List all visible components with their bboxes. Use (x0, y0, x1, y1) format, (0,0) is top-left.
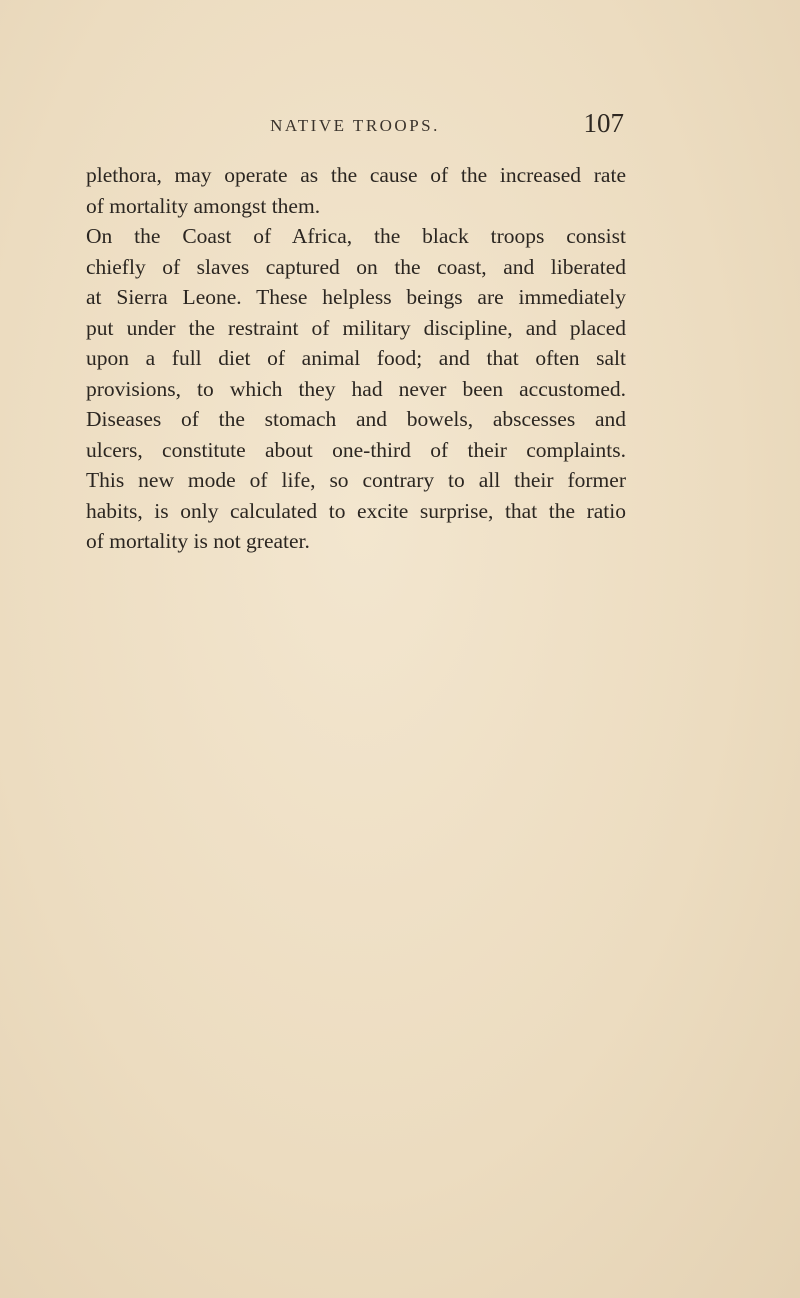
text-line-8: provisions, to which they had never been accustomed. (86, 376, 626, 401)
text-line-2: of mortality amongst them. (86, 193, 321, 218)
text-line-13: of mortality is not greater. (86, 529, 310, 553)
text-line-3: On the Coast of Africa, the black troops consist (86, 224, 626, 248)
text-line-5: at Sierra Leone. These helpless beings are immediately (86, 285, 626, 309)
body-text (86, 160, 626, 557)
page-number: 107 (583, 108, 624, 138)
text-line-11: This new mode of life, so contrary to all their former (86, 468, 626, 492)
text-line-1: plethora, may operate as the cause of the increased rate (86, 163, 626, 187)
text-line-12: habits, is only calculated to excite surprise, that the ratio (86, 498, 626, 523)
text-line-9: Diseases of the stomach and bowels, abscesses and (86, 407, 626, 431)
running-title: NATIVE TROOPS. (270, 116, 440, 135)
text-line-10: ulcers, constitute about one-third of their complaints. (86, 437, 626, 462)
text-line-6: put under the restraint of military discipline, and placed (86, 315, 626, 340)
text-line-7: upon a full diet of animal food; and that often salt (86, 346, 626, 370)
text-line-4: chiefly of slaves captured on the coast, and liberated (86, 254, 626, 279)
running-head (86, 108, 624, 144)
